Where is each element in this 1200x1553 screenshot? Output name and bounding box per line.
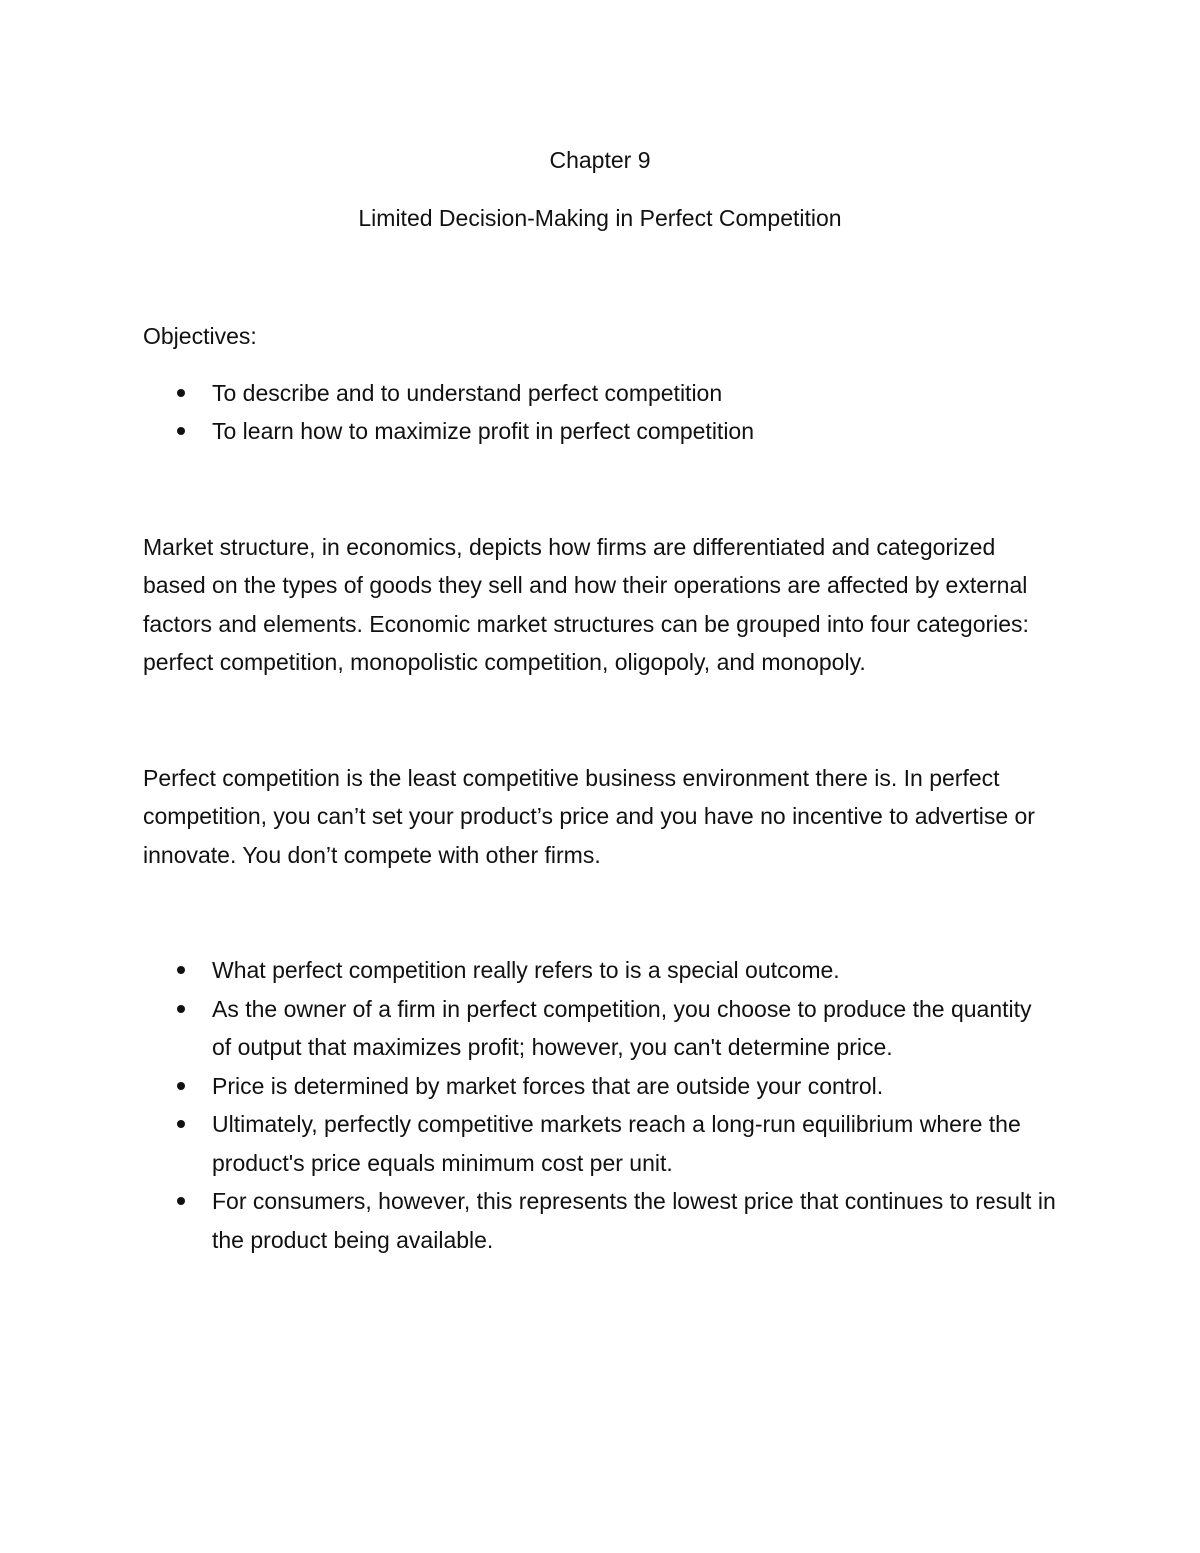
key-point-item [143, 951, 1057, 990]
key-point-text: Ultimately, perfectly competitive markets reach a long-run equilibrium where the product's price equals minimum cost per unit. [212, 1111, 1021, 1176]
objectives-label: Objectives: [143, 323, 257, 349]
key-point-item [143, 990, 1057, 1067]
bullet-icon [177, 389, 185, 397]
objective-text: To describe and to understand perfect competition [212, 379, 723, 406]
key-point-item [143, 1067, 1057, 1106]
objective-item [143, 412, 1057, 451]
bullet-icon [177, 427, 185, 435]
objective-item [143, 374, 1057, 413]
key-points-list [143, 951, 1057, 1259]
key-point-text: For consumers, however, this represents the lowest price that continues to result in the product being available. [212, 1188, 1056, 1253]
key-point-text: What perfect competition really refers to is a special outcome. [212, 957, 840, 983]
bullet-icon [177, 966, 185, 974]
key-point-item [143, 1105, 1057, 1182]
chapter-title: Limited Decision-Making in Perfect Competition [358, 204, 842, 231]
objectives-list [143, 374, 1057, 451]
document-body [143, 141, 1057, 1259]
chapter-heading: Chapter 9 [549, 147, 651, 173]
bullet-icon [177, 1005, 185, 1013]
market-structure-paragraph: Market structure, in economics, depicts how firms are differentiated and categorized based on the types of goods they sell and how their operations are affected by external factors and elements. Economic market structures can be grouped into four categories: perfect competition, monopolistic competition, oligopoly, and monopoly. [143, 533, 1029, 675]
bullet-icon [177, 1120, 185, 1128]
key-point-item [143, 1182, 1057, 1259]
key-point-text: Price is determined by market forces that are outside your control. [212, 1072, 884, 1099]
bullet-icon [177, 1082, 185, 1090]
key-point-text: As the owner of a firm in perfect competition, you choose to produce the quantity of output that maximizes profit; however, you can't determine price. [212, 995, 1032, 1060]
perfect-competition-paragraph: Perfect competition is the least competitive business environment there is. In perfect competition, you can’t set your product’s price and you have no incentive to advertise or innovate. You don’t compete with other firms. [143, 764, 1035, 868]
bullet-icon [177, 1197, 185, 1205]
objective-text: To learn how to maximize profit in perfect competition [212, 418, 755, 444]
